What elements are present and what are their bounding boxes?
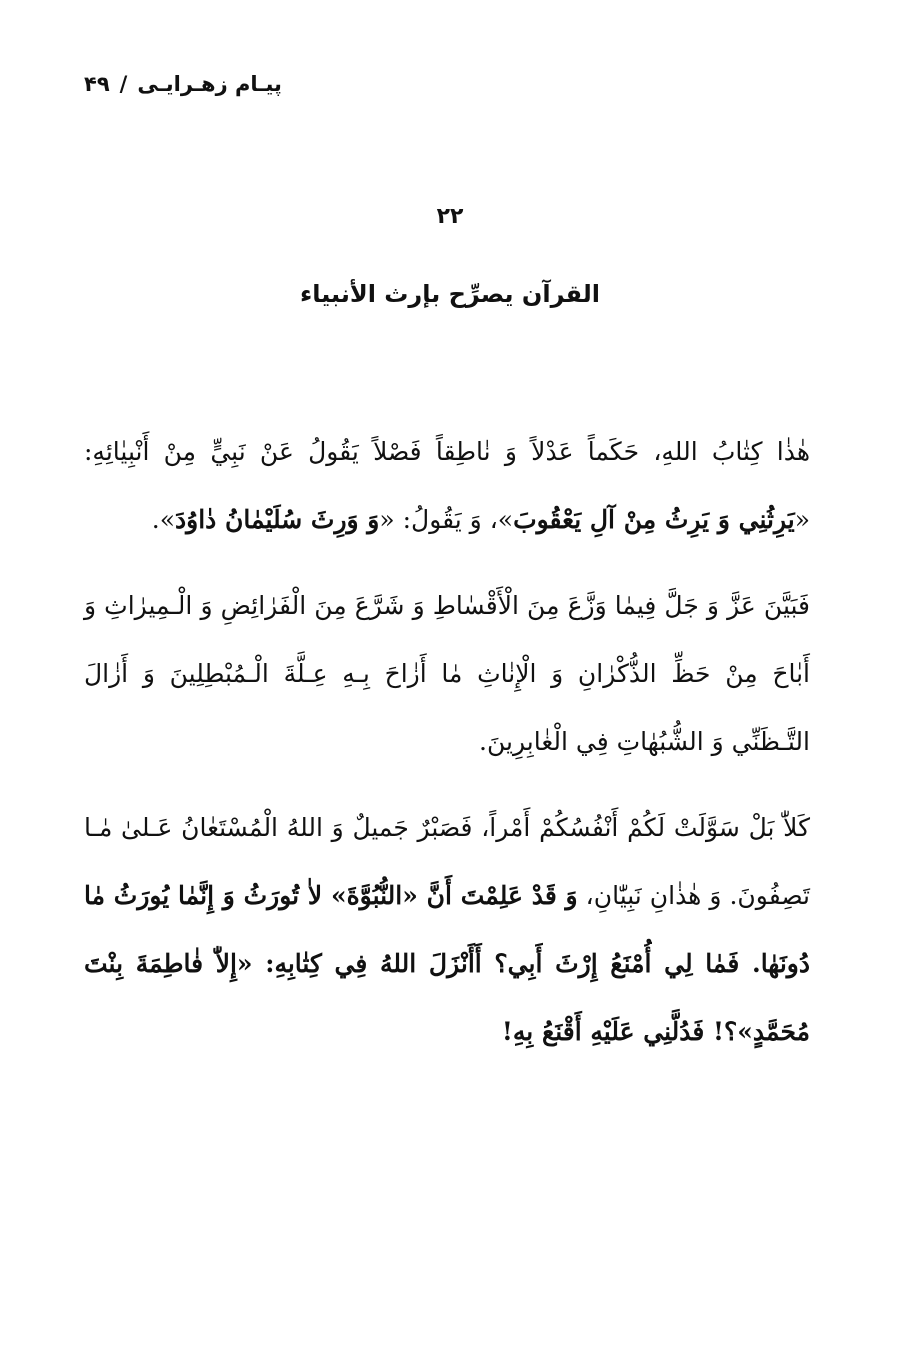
paragraph-2: فَبَيَّنَ عَزَّ وَ جَلَّ فِيمٰا وَزَّعَ مِنَ الْأَقْسٰاطِ وَ شَرَّعَ مِنَ الْفَرٰائِضِ وَ الْـمِيرٰاثِ وَ أَبٰاحَ مِنْ حَظِّ الذُّكْرٰانِ وَ الْإِنٰاثِ مٰا أَزٰاحَ بِـهِ عِـلَّةَ الْـمُبْطِلِينَ وَ أَزٰالَ التَّـظَنِّي وَ الشُّبُهٰاتِ فِي الْغٰابِرِينَ. <box>84 591 810 756</box>
paragraph-3-regular: كَلاّٰ بَلْ سَوَّلَتْ لَكُمْ أَنْفُسُكُمْ أَمْراً، فَصَبْرٌ جَميلٌ وَ اللهُ الْمُسْتَعٰانُ عَـلىٰ مٰـا تَصِفُونَ. وَ هٰذٰانِ نَبِيّٰانِ، <box>84 813 810 910</box>
paragraph-1 <box>84 418 810 554</box>
paragraph-3-bold: وَ قَدْ عَلِمْتَ أَنَّ «النُّبُوَّةَ» لاٰ تُورَثُ وَ إِنَّمٰا يُورَثُ مٰا دُونَهٰا. فَمٰا لِي أُمْنَعُ إِرْثَ أَبِي؟ أَأَنْزَلَ اللهُ فِي كِتٰابِهِ: «إِلاّٰ فٰاطِمَةَ بِنْتَ مُحَمَّدٍ»؟! فَدُلَّنِي عَلَيْهِ أَقْنَعُ بِهِ! <box>84 881 810 1046</box>
book-title: پیـام زهـرایـی <box>137 72 282 96</box>
paragraph-1-intro: هٰذٰا كِتٰابُ اللهِ، حَكَماً عَدْلاً وَ نٰاطِقاً فَصْلاً يَقُولُ عَنْ نَبِيٍّ مِنْ أَنْبِيٰائِهِ: « <box>84 437 810 534</box>
paragraph-1-connector: »، وَ يَقُولُ: « <box>379 505 514 534</box>
paragraph-1-end: ». <box>151 505 176 534</box>
chapter-number: ۲۲ <box>436 204 464 229</box>
running-header <box>84 72 282 96</box>
quran-quote-2: وَ وَرِثَ سُلَيْمٰانُ دٰاوُدَ <box>175 505 380 534</box>
paragraph-3 <box>84 794 810 1066</box>
body-text <box>84 418 810 1066</box>
quran-quote-1: يَرِثُنِي وَ يَرِثُ مِنْ آلِ يَعْقُوبَ <box>513 505 795 534</box>
header-separator: / <box>119 72 128 96</box>
chapter-title: القرآن يصرِّح بإرث الأنبياء <box>299 280 601 308</box>
page-number: ۴۹ <box>84 72 110 96</box>
